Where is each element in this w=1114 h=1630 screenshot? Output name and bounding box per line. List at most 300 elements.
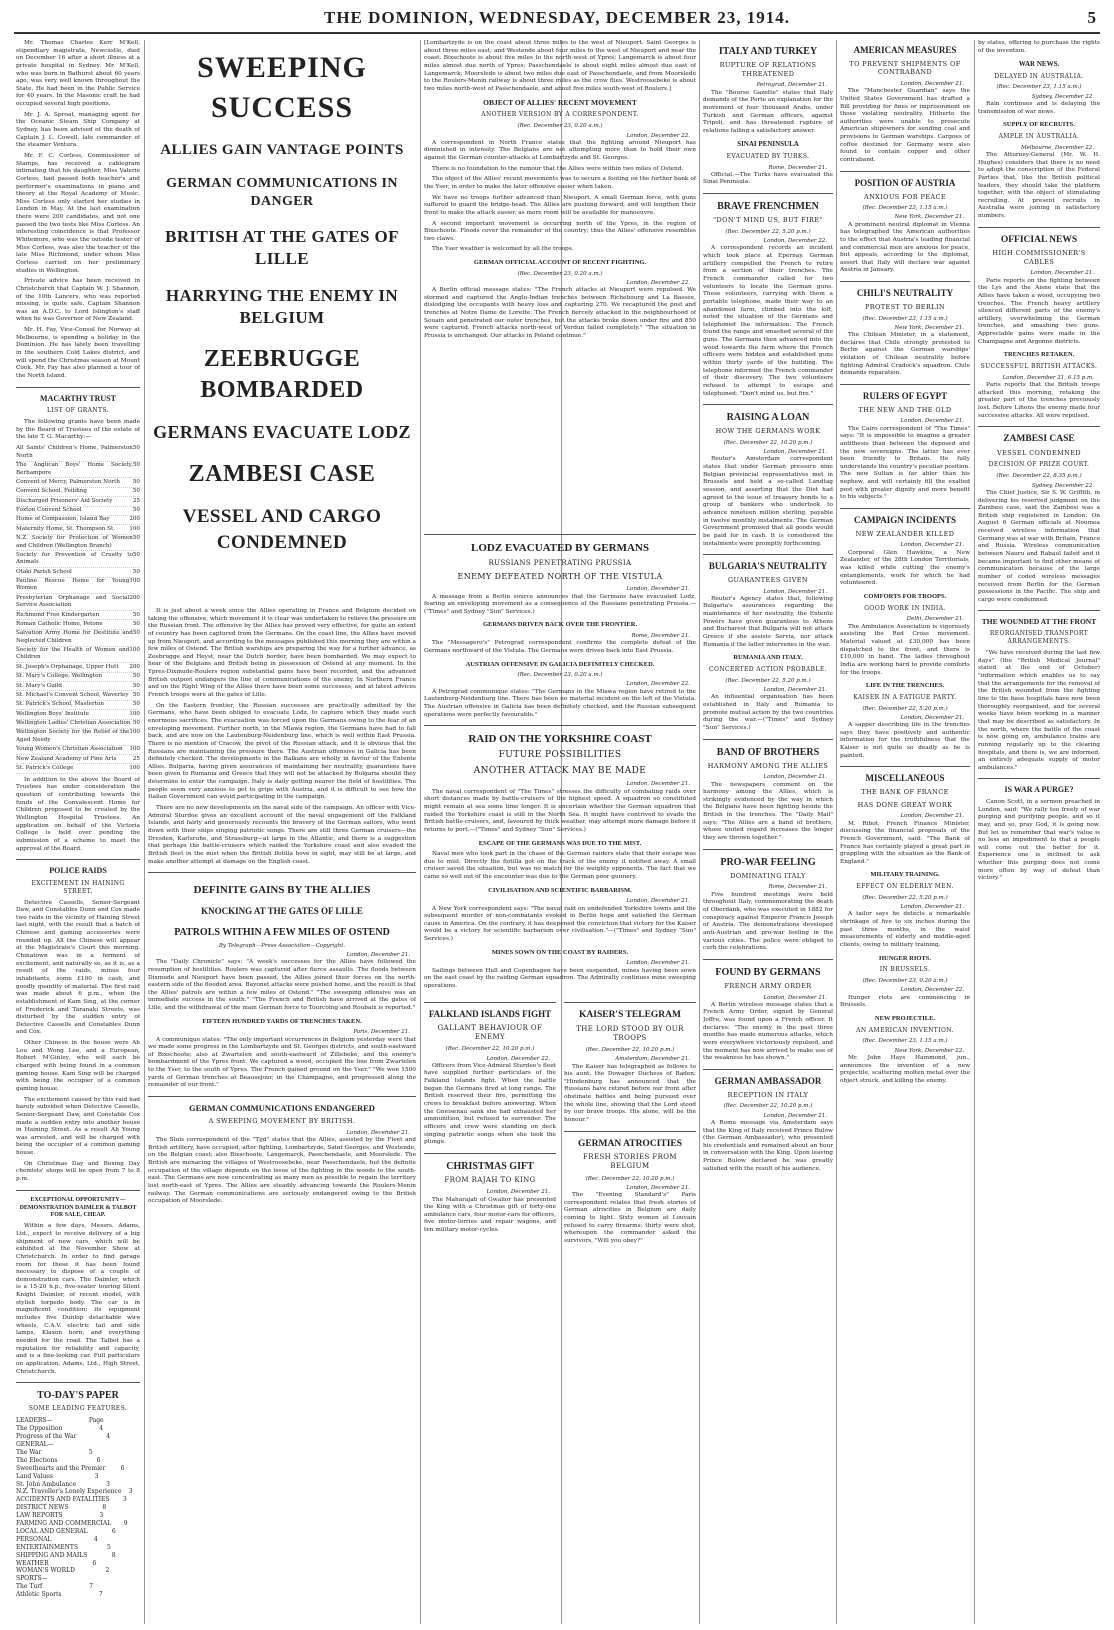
wounded-body: "We have received during the last few days" (the "British Medical Journal" stated at the end of October) "information which enables us to say that the arrangements for the removal of the British wounded from the fighting line to the base hospitals have now been thoroughly reorganised, and for several weeks have been working in a manner that may be described as satisfactory. In the north, where the battle of the coast is now going on, ambulance trains are running regularly up to the clearing hospitals, and there is, we are informed, an entirely adequate supply of motor ambulances." [978, 650, 1100, 771]
grant-item [16, 663, 140, 672]
object-para: A correspondent in North France states that the fighting around Nieuport has diminished in intensity. The Belgians are not attempting more than to hold their own against the German counter-attacks at Lombartzyde and St. Georges. [424, 139, 696, 162]
comms-headline: GERMAN COMMUNICATIONS ENDANGERED [189, 1103, 375, 1114]
received-line: (Rec. December 23, 0.20 a.m.) [862, 978, 948, 985]
index-feature: N.Z. Traveller's Lonely Experience [16, 1488, 122, 1496]
received-line: (Rec. December 23, 1.15 a.m.) [862, 315, 948, 322]
grant-amount: 50 [132, 445, 140, 452]
received-line: (Rec. December 23, 1.15 a.m.) [996, 84, 1082, 91]
official-news-subhead: HIGH COMMISSIONER'S CABLES [992, 249, 1086, 266]
received-line: (Rec. December 22, 5.20 p.m.) [725, 677, 811, 684]
grant-amount: 50 [132, 701, 140, 708]
banner-headline-2: ALLIES GAIN VANTAGE POINTS [160, 142, 404, 159]
banner-headline-7: GERMANS EVACUATE LODZ [153, 422, 411, 443]
grant-amount: 25 [132, 755, 140, 762]
grant-amount: 50 [132, 611, 140, 618]
dateline-place: New York, December 22. [894, 1047, 964, 1054]
object-para: A second important movement is occurring north of the Ypres, in the region of Bixschoote. Floods cover the remainder of the country; thus the Allies' offensive resembles two claws. [424, 220, 696, 242]
chile-body: The Chilean Minister, in a statement, declares that Chile strongly protested to Berlin against the German warships' violation of Chilean neutrality before fighting Admiral Cradock's squadron. Chile demands reparation. [840, 332, 970, 377]
grant-amount: 100 [129, 710, 140, 717]
grant-recipient: Discharged Prisoners' Aid Society [16, 497, 113, 504]
personal-para: Mr. F. C. Corless, Commissioner of Stamps, has received a cablegram intimating that his daughter, Miss Valerie Corless, had passed both teacher's and performer's examinations in piano and theory at the Royal Academy of Music. Miss Corless only started her studies in London in May. At the last examination there were 200 candidates, and not one passed the two tests like Miss Corless. An interesting coincidence is that Professor Whitemore, who was the outside tester of Miss Corless, was also the teacher of the late Miss Richmond, under whom Miss Corless carried on her preliminary studies in Wellington. [16, 152, 140, 274]
found-subhead: FRENCH ARMY ORDER [724, 981, 812, 990]
grant-recipient: Wellington Society for the Relief of the Aged Needy [16, 729, 130, 743]
grant-item [16, 611, 140, 620]
index-feature: Progress of the War [16, 1433, 77, 1441]
police-para: On Christmas Day and Boxing Day chemists' shops will be open from 7 to 8 p.m. [16, 1160, 140, 1182]
dateline-place: Petrograd, December 21. [756, 82, 827, 89]
index-item [16, 1496, 140, 1504]
gates-of-lille-headline: KNOCKING AT THE GATES OF LILLE [201, 905, 363, 916]
grant-amount: 50 [132, 691, 140, 698]
object-subhead: ANOTHER VERSION BY A CORRESPONDENT. [481, 111, 639, 119]
italy-body: The "Bourse Gazette" states that Italy demands of the Porte an explanation for the movement of four thousand Arabs, under Turkish and German officers, against Tripoli, and has threatened rupture of relations failing a satisfactory answer. [703, 89, 833, 134]
grant-recipient: Young Women's Christian Association [16, 746, 123, 753]
grants-intro: The following grants have been made by the Board of Trustees of the estate of the late T. G. Macarthy:— [16, 419, 140, 441]
index-page: 5 [107, 1543, 111, 1551]
index-page: 3 [94, 1472, 99, 1480]
grant-amount: 50 [132, 720, 140, 727]
grant-item [16, 462, 140, 479]
index-feature: WOMAN'S WORLD [16, 1567, 75, 1575]
received-line: (Rec. December 22, 10.20 p.m.) [585, 1175, 675, 1182]
dateline-place: London, December 21. [900, 418, 964, 425]
todays-paper-headline: TO-DAY'S PAPER [37, 1390, 119, 1402]
grant-recipient: The Anglican Boys' Home Society, Berhampore [16, 462, 133, 476]
police-para: Other Chinese in the house were Ah Lou and Wong Lee, and a European, Robert M'Ginley, who will each be charged with being found in a common gaming house. Kam Sing will be charged with being the occupier of a common gaming house. [16, 1040, 140, 1092]
banner-headline-8: ZAMBESI CASE [188, 460, 376, 487]
grant-item [16, 630, 140, 647]
egypt-subhead: THE NEW AND THE OLD [858, 405, 952, 414]
sinai-body: Official.—The Turks have evacuated the Sinai Peninsula. [703, 171, 833, 186]
index-feature: ENTERTAINMENTS [16, 1543, 78, 1551]
grant-amount: 50 [132, 630, 140, 637]
dateline-place: London, December 21. [763, 687, 827, 694]
index-feature: Athletic Sports [16, 1591, 62, 1599]
raid-body: The naval correspondent of "The Times" stresses the difficulty of combating raids over short distances made by battle-cruisers of the highest speed. A squadron so constituted might remain at sea some time longer. It is uncertain whether the German squadron that raided the Yorkshire coast is still in the North Sea. It might have contrived to evade the British battle-cruisers, and, favoured by thick weather, may attempt more damage before it returns to port.—("Times" and Sydney "Sun" Services.) [424, 788, 696, 833]
object-para: There is no foundation to the rumour that the Allies were within two miles of Ostend. [432, 165, 684, 172]
comforts-body: The Ambulance Association is vigorously assisting the Red Cross movement. Material valued at £30,000 has been dispatched to the front, and there is £10,000 in hand. The ladies throughout India are working hard to provide comforts for the troops. [840, 623, 970, 676]
index-item [16, 1520, 140, 1528]
dateline-place: London, December 21. [900, 81, 964, 88]
patrols-headline: PATROLS WITHIN A FEW MILES OF OSTEND [174, 926, 390, 938]
grant-amount: 100 [129, 746, 140, 753]
grant-recipient: Otaki Parish School [16, 568, 72, 575]
index-page: 6 [111, 1527, 116, 1535]
kaiser-subhead: THE LORD STOOD BY OUR TROOPS [576, 1024, 684, 1042]
index-item [16, 1544, 140, 1552]
war-column [424, 528, 696, 990]
features-index [16, 1417, 140, 1599]
banner-headline-3: GERMAN COMMUNICATIONS IN DANGER [166, 175, 398, 210]
received-line: (Rec. December 22, 10.20 p.m.) [723, 439, 813, 446]
grant-recipient: Home of Compassion, Island Bay [16, 516, 110, 523]
index-feature: The War [16, 1448, 42, 1456]
index-item [16, 1425, 140, 1433]
grant-amount: 50 [132, 551, 140, 558]
austria-headline: POSITION OF AUSTRIA [854, 177, 956, 188]
purge-body: Canon Scott, in a sermon preached in London, said: "We rally too freely of war purging and purifying people, and so it may, and so, pray God, it is going now. But let us remember that war's value is no less an impediment to that a people will come out the better for it. Experience one is inclined to ask whether this purging does not come more often by way of defeat than victory." [978, 798, 1100, 882]
grant-recipient: St. Joseph's Orphanage, Upper Hutt [16, 663, 119, 670]
received-line: (Rec. December 22, 10.20 p.m.) [723, 1103, 813, 1110]
grant-item [16, 488, 140, 497]
dateline-place: London, December 21. [346, 1129, 410, 1136]
index-feature: DISTRICT NEWS [16, 1504, 69, 1512]
banner-headline-9: VESSEL AND CARGO CONDEMNED [182, 506, 382, 553]
american-headline: AMERICAN MEASURES [853, 45, 957, 55]
index-feature: SPORTS— [16, 1575, 48, 1583]
dateline-place: Rome, December 21. [768, 164, 827, 171]
dateline-place: London, December 21. [626, 1184, 690, 1191]
index-item [16, 1528, 140, 1536]
grant-recipient: N.Z. Society for Protection of Women and Children (Wellington Branch) [16, 535, 133, 549]
index-page: 8 [102, 1504, 107, 1512]
loan-subhead: HOW THE GERMANS WORK [715, 427, 821, 436]
index-feature: WEATHER [16, 1559, 49, 1567]
index-item [16, 1591, 140, 1599]
grant-amount: 100 [129, 729, 140, 736]
index-page: 3 [99, 1512, 104, 1520]
projectile-body: Mr. John Hays Hammond, jun., announces the invention of a new projectile, scattering molten metal over the object struck, and killing the enemy. [840, 1054, 970, 1084]
galicia-body: A Petrograd communique states: "The Germans in the Mlawa region have retired to the Lautenburg-Neidenburg line. There has been no material incident on the left of the Vistula. The Austrian offensive in Galicia has been definitely checked, and the Russian subsequent operations were perfectly favourable." [424, 688, 696, 718]
dateline-place: London, December 21. [626, 898, 690, 905]
grant-recipient: Salvation Army Home for Destitute and Neglected Children [16, 630, 133, 644]
bulgaria-subhead: GUARANTEES GIVEN [727, 576, 809, 585]
received-line: (Rec. December 22, 5.20 p.m.) [725, 228, 811, 235]
dateline-place: London, December 21. [626, 781, 690, 788]
dateline-place: London, December 21. [900, 904, 964, 911]
grant-item [16, 682, 140, 691]
index-page: 6 [120, 1464, 125, 1472]
dateline-place: London, December 22. [626, 681, 690, 688]
campaign-subhead: NEW ZEALANDER KILLED [855, 529, 955, 538]
projectile-headline: NEW PROJECTILE. [874, 1014, 936, 1022]
driven-back-body: The "Messagero's" Petrograd correspondent confirms the complete defeat of the Germans northward of the Vistula. The Germans were driven back into East Prussia. [424, 640, 696, 654]
gift-body: The Maharajah of Gwalior has presented the King with a Christmas gift of forty-one ambulance cars, four motor-cars for officers, five motor-lorries and repair wagons, and ten military motor-cycles. [424, 1196, 556, 1234]
grant-amount: 50 [132, 478, 140, 485]
index-item [16, 1417, 140, 1425]
rumania-body: An influential organisation has been established in Italy and Rumania to promote mutual action by the two countries during the war.—("Times" and Sydney "Sun" Services.) [703, 694, 833, 731]
recruits-subhead: AMPLE IN AUSTRALIA. [998, 132, 1080, 140]
grant-recipient: St. Michael's Convent School, Waverley [16, 691, 129, 698]
received-line: (Rec. December 22, 10.20 p.m.) [585, 1047, 675, 1053]
civilisation-headline: CIVILISATION AND SCIENTIFIC BARBARISM. [488, 886, 632, 894]
grant-item [16, 673, 140, 682]
dateline-place: London, December 21. [626, 586, 690, 593]
index-item [16, 1567, 140, 1575]
dateline-place: London, December 21. [763, 449, 827, 456]
index-page: 6 [92, 1559, 97, 1567]
newspaper-title: THE DOMINION, WEDNESDAY, DECEMBER 23, 1914. [323, 8, 791, 27]
main-article [148, 608, 416, 1624]
campaign-headline: CAMPAIGN INCIDENTS [853, 515, 957, 526]
zambesi-body: The Chief Justice, Sir S. W. Griffith, in delivering his reserved judgment on the Zambesi case, said the Zambesi was a British ship registered in London. On August 6 German officials at Noumea received wireless information that Germany was at war with Britain, France and Russia. Wireless communication between Nauru and Rabaul failed and it became important to find other means of communication because of the large number of coded wireless messages received from Berlin for the German possessions in the Pacific. The ship and cargo were condemned. [978, 489, 1100, 603]
received-line: (Rec. December 23, 1.15 a.m.) [862, 1038, 948, 1045]
grant-amount: 25 [132, 497, 140, 504]
police-para: The excitement caused by this raid had barely subsided when Detective Cassells, Senior-Sergeant Daw, and Constable Cox made a sudden entry into another house in Haining Street. As a result Ah Young was arrested, and will be charged with being the occupier of a common gaming house. [16, 1096, 140, 1157]
grant-recipient: St. Mary's Guild [16, 682, 62, 689]
ambassador-subhead: RECEPTION IN ITALY [727, 1090, 809, 1099]
index-feature: GENERAL— [16, 1440, 54, 1448]
grant-item [16, 497, 140, 506]
bulgaria-headline: BULGARIA'S NEUTRALITY [708, 561, 828, 572]
gift-subhead: FROM RAJAH TO KING [444, 1176, 536, 1185]
column-6 [840, 40, 970, 1624]
comms-body: The Sluis correspondent of the "Tijd" states that the Allies, assisted by the Fleet and British artillery, have occupied, after fighting, Lombartzyde, Saint Georges, and Westende, on the Belgian coast; also Bixschoote, Langemarck, Passchendaele, and Moorslede. The British are menacing the villages of Westroosebeke, near Passchendaele, but the definite occupation of the village depends on the issue of the fighting in the woods to the south-east. The Germans are now concentrating as many men as possible to regain the territory lost north-east of Ypres. The Allies are steadily advancing towards the Roulers-Menin railway. The German communications are seriously endangered owing to the British occupation of Moorslede. [148, 1137, 416, 1205]
index-item [16, 1441, 140, 1449]
continued-text: by states, offering to purchase the rights of the invention. [978, 40, 1100, 54]
main-para: It is just about a week since the Allies operating in France and Belgium decided on taking the offensive, which movement it is clear was undertaken to relieve the pressure on the Russian front. The offensive by the Allies has proved very effective, for quite an extent of country has been captured from the Germans. On the coast line, the Allies have moved up from Nieuport, and according to the messages published this morning they are within a few miles of Ostend. The British warships are preparing the way for a further advance, as Zeebrugge and Heyst, near the Dutch border, have been bombarded. We may expect to hear of the Belgians and British being in possession of Ostend at any moment. In the Ypres-Dixmude-Roulers region substantial gains have been recorded, and the advanced British outpost endangers the line of communications of the enemy. In Northern France and on the Right Wing of the Allies there have been some successes, and at latest advices French troops were at the gates of Lille. [148, 608, 416, 699]
mist-headline: ESCAPE OF THE GERMANS WAS DUE TO THE MIST. [478, 839, 642, 847]
grant-recipient: St. Patrick's College [16, 764, 74, 771]
lodz-subhead-2: ENEMY DEFEATED NORTH OF THE VISTULA [457, 571, 663, 581]
german-account-body: A Berlin official message states: "The French attacks at Nieuport were repulsed. We stormed and captured the Anglo-Indian trenches between Richebourg and La Bassee, dislodging the occupants with heavy loss and capturing 270. We recaptured the post and trenches at Notre Dame de Lorette. The French fiercely attacked in the neighbourhood of Souain and penetrated our outer trenches, but the attacks broke down under fire and 850 were captured. French attacks north-west of Verdun failed completely." "The situation in Prussia is unchanged. Our attacks in Poland continue." [424, 287, 696, 340]
index-page: 4 [99, 1425, 104, 1433]
grant-recipient: St. Patrick's School, Masterton [16, 701, 104, 708]
grant-recipient: Maternity Home, St. Thompson St. [16, 525, 115, 532]
grant-item [16, 478, 140, 487]
index-feature: The Turf [16, 1583, 43, 1591]
byline: By Telegraph—Press Association—Copyright. [218, 942, 346, 949]
grant-item [16, 710, 140, 719]
index-feature: FARMING AND COMMERCIAL [16, 1520, 112, 1528]
grant-amount: 200 [129, 594, 140, 601]
dateline-place: London, December 21. [900, 813, 964, 820]
dateline-place: London, December 21, 6.15 p.m. [1002, 374, 1094, 381]
grant-recipient: Convent School, Feilding [16, 488, 88, 495]
grant-item [16, 764, 140, 773]
index-item [16, 1583, 140, 1591]
hunger-headline: HUNGER RIOTS. [878, 954, 931, 962]
german-account-headline: GERMAN OFFICIAL ACCOUNT OF RECENT FIGHTING. [473, 259, 647, 267]
grant-recipient: Wellington Ladies' Christian Association [16, 720, 131, 727]
index-item [16, 1504, 140, 1512]
prowar-headline: PRO-WAR FEELING [720, 856, 816, 868]
trenches-headline: FIFTEEN HUNDRED YARDS OF TRENCHES TAKEN. [202, 1017, 362, 1025]
index-feature: St. John Ambulance [16, 1480, 76, 1488]
dateline-place: London, December 21. [900, 542, 964, 549]
grant-recipient: New Zealand Academy of Fine Arts [16, 755, 117, 762]
grant-amount: 50 [132, 673, 140, 680]
mist-body: Naval men who took part in the chase of the German raiders state that their escape was due to mist. Directly the flotilla got on the track of the enemy it notified away. A small cruiser saved the situation, but was no match for the weighty opponents. The fact that we came so well out of the encounter was due to the German poor gunnery. [424, 851, 696, 881]
trenches-retaken-headline: TRENCHES RETAKEN. [1003, 351, 1075, 359]
hunger-body: Hunger riots are commencing in Brussels. [840, 994, 970, 1009]
dateline-place: Sydney, December 22. [1031, 93, 1094, 100]
grant-recipient: Society for Prevention of Cruelty to Animals [16, 551, 133, 566]
grant-recipient: Presbyterian Orphanage and Social Service Association [16, 594, 130, 609]
rumania-headline: RUMANIA AND ITALY. [733, 654, 803, 662]
dateline-place: London, December 22. [900, 987, 964, 994]
index-page: 3 [122, 1496, 127, 1504]
dateline-place: London, December 22. [486, 1055, 550, 1062]
brave-body: A correspondent records an incident which took place at Epernay. German artillery compelled the French to retire from a section of their trenches. The French commander called for two volunteers to locate the German guns. These volunteers, carrying with them a portable telephone, made their way to an abandoned farm, climbed into the loft, noted the situation of the Germans and telephoned the information. The French found the range and smashed several of the guns. The Germans then advanced into the wood towards the farm where the French officers were hidden and established guns within thirty yards of the building. The telephone informed the French commander of their discovery. The two volunteers refused to attempt to escape and telephoned: "Don't mind us, but fire." [703, 245, 833, 397]
american-subhead: TO PREVENT SHIPMENTS OF CONTRABAND [849, 59, 961, 77]
grant-amount: 50 [132, 682, 140, 689]
index-page: 6 [96, 1456, 101, 1464]
misc-subhead: THE BANK OF FRANCE [861, 788, 949, 797]
dateline-place: Sydney, December 22. [1031, 482, 1094, 489]
zambesi-subhead-2: DECISION OF PRIZE COURT. [988, 461, 1090, 469]
recruits-headline: SUPPLY OF RECRUITS. [1003, 121, 1075, 129]
grant-item [16, 594, 140, 611]
dateline-place: Melbourne, December 22. [1020, 144, 1094, 151]
dateline-place: Amsterdam, December 21. [615, 1056, 690, 1063]
grant-item [16, 729, 140, 746]
driven-back-headline: GERMANS DRIVEN BACK OVER THE FRONTIER. [482, 621, 638, 629]
comms-subhead: A SWEEPING MOVEMENT BY BRITISH. [208, 1117, 356, 1126]
trenches-retaken-subhead: SUCCESSFUL BRITISH ATTACKS. [980, 362, 1098, 370]
index-item [16, 1481, 140, 1489]
chile-subhead: PROTEST TO BERLIN [864, 303, 946, 311]
main-body: The "Daily Chronicle" says: "A week's successes for the Allies have followed the resumption of hostilities. Roulers was captured after fierce assaults. The floods between Dixmude and Nieuport have been passed, the Allies joined their forces on the north-eastern side of the flooded area. Bayonet attacks were pushed home, and the result is that the Allies' patrols are within a few miles of Ostend." "The sweeping offensive was an immediate success in the south." "The French and British have arrived at the gates of Lille, and the withdrawal of the main German force to Tourcoing and Roubaix is reported." [148, 959, 416, 1012]
index-page: 4 [93, 1535, 98, 1543]
index-page: 3 [128, 1488, 133, 1496]
hunger-subhead: IN BRUSSELS. [879, 966, 931, 974]
brave-subhead: "DON'T MIND US, BUT FIRE" [713, 216, 823, 225]
index-feature: PERSONAL [16, 1535, 52, 1543]
dateline-place: Rome, December 21. [631, 633, 690, 640]
trenches-body: A communique states: "The only important occurrences in Belgium yesterday were that we made some progress in the Lombartzyde and St. Georges districts, and south-eastward of Bixschoote; also at Zwartelen and south-eastward of Zillebeke, and the enemy's bombardment of the Ypres front. We captured a wood, occupied the line from Zwartelen to the Yser, to the south of Ypres. The French gained ground on the Yser." "We won 1500 yards of German trenches at Beausejour, in the Champagne, and progressed along the remainder of our front." [148, 1036, 416, 1089]
dateline-place: London, December 22. [763, 238, 827, 245]
rumania-subhead: CONCERTED ACTION PROBABLE. [709, 665, 827, 673]
italy-headline: ITALY AND TURKEY [718, 46, 818, 57]
zambesi-subhead: VESSEL CONDEMNED [996, 448, 1081, 457]
austria-body: A prominent neutral diplomat in Vienna has telegraphed the American authorities to the effect that Austria's leading financial and commercial men are anxious for peace, but appeals, according to the diplomat, assert that Italy will declare war against Austria in January. [840, 221, 970, 274]
ambassador-headline: GERMAN AMBASSADOR [714, 1075, 822, 1086]
grants-subhead: LIST OF GRANTS. [46, 407, 110, 415]
grant-item [16, 701, 140, 710]
military-subhead: EFFECT ON ELDERLY MEN. [856, 883, 954, 891]
grant-recipient: Wellington Boys' Institute [16, 710, 90, 717]
received-line: (Rec. December 22, 8.35 p.m.) [996, 473, 1082, 480]
definite-gains-headline: DEFINITE GAINS BY THE ALLIES [193, 884, 371, 897]
index-feature: The Opposition [16, 1425, 63, 1433]
grant-item [16, 746, 140, 755]
object-headline: OBJECT OF ALLIES' RECENT MOVEMENT [483, 98, 637, 108]
dateline-place: London, December 21. [486, 1189, 550, 1196]
grant-item [16, 620, 140, 629]
banner-headline-5: HARRYING THE ENEMY IN BELGIUM [165, 285, 399, 328]
object-para: The object of the Allies' recent movements was to secure a footing on the further bank of the Yser, in order to make the later offensive easier when taken. [424, 176, 696, 190]
falkland-body: Officers from Vice-Admiral Sturdee's fleet have supplied further particulars of the Falkland Islands fight. When the battle began the Germans fired at long range. The British reserved their fire, permitting the crews to breakfast before answering. When the Gneisenau sank she had exhausted her ammunition, but refused to surrender. The officers and crew were standing on deck singing patriotic songs when she took the plunge. [424, 1062, 556, 1146]
object-para: The Yser weather is welcomed by all the troops. [432, 246, 574, 253]
dateline-place: New York, December 21. [894, 324, 964, 331]
grant-item [16, 535, 140, 552]
grant-amount: 100 [129, 578, 140, 585]
grant-item [16, 568, 140, 577]
index-item [16, 1560, 140, 1568]
received-line: (Rec. December 22, 5.20 p.m.) [862, 894, 948, 901]
index-feature: Sweethearts and the Premier [16, 1464, 106, 1472]
atrocities-headline: GERMAN ATROCITIES [577, 1138, 683, 1149]
grants-list [16, 445, 140, 774]
index-page: 8 [111, 1551, 116, 1559]
grant-item [16, 691, 140, 700]
main-para: There are no new developments on the naval side of the campaign. An officer with Vice-Admiral Sturdee gives an excellent account of the naval engagement off the Falkland Islands, and fairly and generously recounts the bravery of the German sailors, who went down with their ships singing patriotic songs. There are still three German cruisers—the Dresden, Karlsruhe, and Strassburg—at large in the Atlantic, and there is a suggestion that perhaps the battle-cruisers which raided the Yorkshire coast and also evaded the British fleet in the mist when the British flotilla hove in sight, may still be at large, and make another attempt at damage on the English coast. [148, 805, 416, 865]
personal-para: Mr. Thomas Charles Kerr M'Kell, stipendiary magistrate, Newcastle, died on December 16 after a short illness at a private hospital in Sydney. Mr. M'Kell, who was born in Bathurst about 60 years ago, was very well known throughout the State. He had been in the Public Service for 40 years. In the Masonic craft he had occupied several high positions. [16, 40, 140, 108]
galicia-headline: AUSTRIAN OFFENSIVE IN GALICIA DEFINITELY CHECKED. [465, 660, 655, 668]
grants-outro: In addition to the above the Board of Trustees has under consideration the question of contributing towards the funds of the Convalescent Home for Children proposed to be created by the Wellington Hospital Trustees. An application on behalf of the Victoria College is held over pending the submission of a scheme to meet the approval of the Board. [16, 776, 140, 852]
atrocities-subhead: FRESH STORIES FROM BELGIUM [583, 1153, 677, 1171]
index-feature: The Elections [16, 1456, 58, 1464]
todays-paper-subhead: SOME LEADING FEATURES. [28, 1405, 128, 1413]
index-feature: Land Values [16, 1472, 53, 1480]
grant-item [16, 578, 140, 595]
grant-recipient: Richmond Free Kindergarten [16, 611, 100, 618]
banner-headline-1: SWEEPING SUCCESS [197, 51, 367, 124]
projectile-subhead: AN AMERICAN INVENTION. [856, 1026, 954, 1034]
misc-subhead-2: HAS DONE GREAT WORK [857, 800, 953, 809]
received-line: (Rec. December 22, 10.20 p.m.) [445, 1046, 535, 1053]
dateline-place: London, December 21. [763, 588, 827, 595]
index-page: 7 [89, 1583, 94, 1591]
received-line: (Rec. December 23, 1.15 a.m.) [862, 205, 948, 212]
raid-headline: RAID ON THE YORKSHIRE COAST [468, 733, 652, 746]
index-item [16, 1575, 140, 1583]
grant-item [16, 720, 140, 729]
found-headline: FOUND BY GERMANS [715, 966, 821, 978]
grant-item [16, 525, 140, 534]
war-news-headline: WAR NEWS. [1018, 60, 1060, 69]
grant-recipient: All Saints' Children's Home, Palmerston North [16, 445, 133, 459]
main-para: On the Eastern frontier, the Russian successes are practically admitted by the Germans, who have been obliged to evacuate Lodz, to capture which they made such enormous sacrifices. The evacuation was forced upon the Germans owing to the fear of an enveloping movement. Further north, in the Mlawa region, the Germans have had to fall back, and are now on the Lautenburg-Neidenburg line, which is well within East Prussia. There is no mention of Cracow, the pivot of the Russian attack, and it is obvious that the Russians are maintaining the pressure there. The Austrian offensive in Galicia has been definitely checked. The developments in the Balkans are wholly in favour of the Entente Allies. Bulgaria, having given assurances of maintaining her neutrality, guarantees have been given to Rumania and Greece that they will not be attacked by Bulgaria should they determine to enter the campaign. Italy is daily getting nearer the field of hostilities. The people seem very anxious to get to grips with Austria, and it is difficult to see how the Italian Government can avoid participating in the campaign. [148, 702, 416, 801]
loan-headline: RAISING A LOAN [726, 412, 810, 424]
dateline-place: London, December 21. [346, 951, 410, 958]
grant-amount: 50 [132, 507, 140, 514]
wounded-headline: THE WOUNDED AT THE FRONT [981, 617, 1097, 627]
misc-body: M. Ribot, French Finance Minister, discussing the financial proposals of the French Government, said: "The Bank of France has certainly played a great part in grappling with the situation as the Bank of England." [840, 820, 970, 865]
grant-recipient: Society for the Health of Women and Children [16, 647, 130, 661]
kaiser-headline: KAISER'S TELEGRAM [579, 1010, 681, 1020]
misc-headline: MISCELLANEOUS [865, 773, 945, 784]
war-news-body: Rain continues and is delaying the transmission of war news. [978, 100, 1100, 115]
military-headline: MILITARY TRAINING. [870, 871, 940, 879]
grant-item [16, 507, 140, 516]
grant-amount: 100 [129, 647, 140, 654]
grant-item [16, 755, 140, 764]
bulgaria-body: Reuter's Agency states that, following Bulgaria's assurances regarding the maintenance of her neutrality, the Entente Powers have given guarantees to Athens and Bucharest that Bulgaria will not attack Greece if she assists Servia, nor attack Rumania if the latter intervenes in the war. [703, 595, 833, 648]
civilisation-body: A New York correspondent says: "The naval raid on undefended Yorkshire towns and the subsequent murder of non-combatants evoked in Berlin hope and satisfied the German cause in America. On the contrary, it has deepened the conviction that victory for the Kaiser would be a victory for scientific barbarism over civilisation."—("Times" and Sydney "Sun" Services.) [424, 905, 696, 943]
trenches-life-headline: LIFE IN THE TRENCHES. [865, 682, 945, 690]
macarthy-headline: MACARTHY TRUST [40, 393, 116, 403]
page-number: 5 [1087, 8, 1096, 27]
index-item [16, 1512, 140, 1520]
ad-headline: EXCEPTIONAL OPPORTUNITY—DEMONSTRATION DAIMLER & TALBOT FOR SALE, CHEAP. [19, 1196, 137, 1219]
brave-headline: BRAVE FRENCHMEN [717, 201, 819, 213]
recruits-body: The Attorney-General (Mr. W. H. Hughes) considers that there is no need to adopt the conscription of the Federal Parties that, like the British political leaders, they should take the platform together, with the object of stimulating recruiting. At present recruits in Australia were joining in satisfactory numbers. [978, 151, 1100, 220]
comforts-headline: COMFORTS FOR TROOPS. [863, 592, 947, 600]
banner-headline-6: ZEEBRUGGE BOMBARDED [200, 345, 364, 404]
grant-amount: 200 [129, 516, 140, 523]
dateline-place: Paris, December 21. [353, 1029, 410, 1036]
chile-headline: CHILI'S NEUTRALITY [856, 288, 954, 299]
masthead [14, 4, 1100, 34]
received-line: (Rec. December 22, 5.20 p.m.) [862, 705, 948, 712]
comforts-subhead: GOOD WORK IN INDIA. [864, 604, 946, 612]
grant-recipient: Foxton Convent School [16, 507, 82, 514]
index-feature: SHIPPING AND MAILS [16, 1551, 88, 1559]
index-feature: ACCIDENTS AND FATALITIES [16, 1496, 110, 1504]
index-feature: LEADERS— [16, 1417, 53, 1425]
kaiser-body: The Kaiser has telegraphed as follows to his aunt, the Dowager Duchess of Baden: "Hindenburg has announced that the Russians have retired before our front after obstinate battles and being pursued over the whole line, showing that the Lord stood by our brave troops. His alone, will be the honour." [564, 1063, 696, 1123]
prowar-subhead: DOMINATING ITALY [730, 871, 806, 880]
index-feature: LAW REPORTS [16, 1512, 63, 1520]
band-subhead: HARMONY AMONG THE ALLIES [707, 761, 829, 770]
index-page: 7 [98, 1591, 103, 1599]
band-headline: BAND OF BROTHERS [716, 746, 820, 758]
campaign-body: Corporal Glen Hawkins, a New Zealander, of the 28th London Territorials, was killed while cutting the enemy's entanglements, work for which he had volunteered. [840, 549, 970, 587]
dateline-place: Rome, December 21. [768, 884, 827, 891]
index-page: 4 [106, 1433, 111, 1441]
